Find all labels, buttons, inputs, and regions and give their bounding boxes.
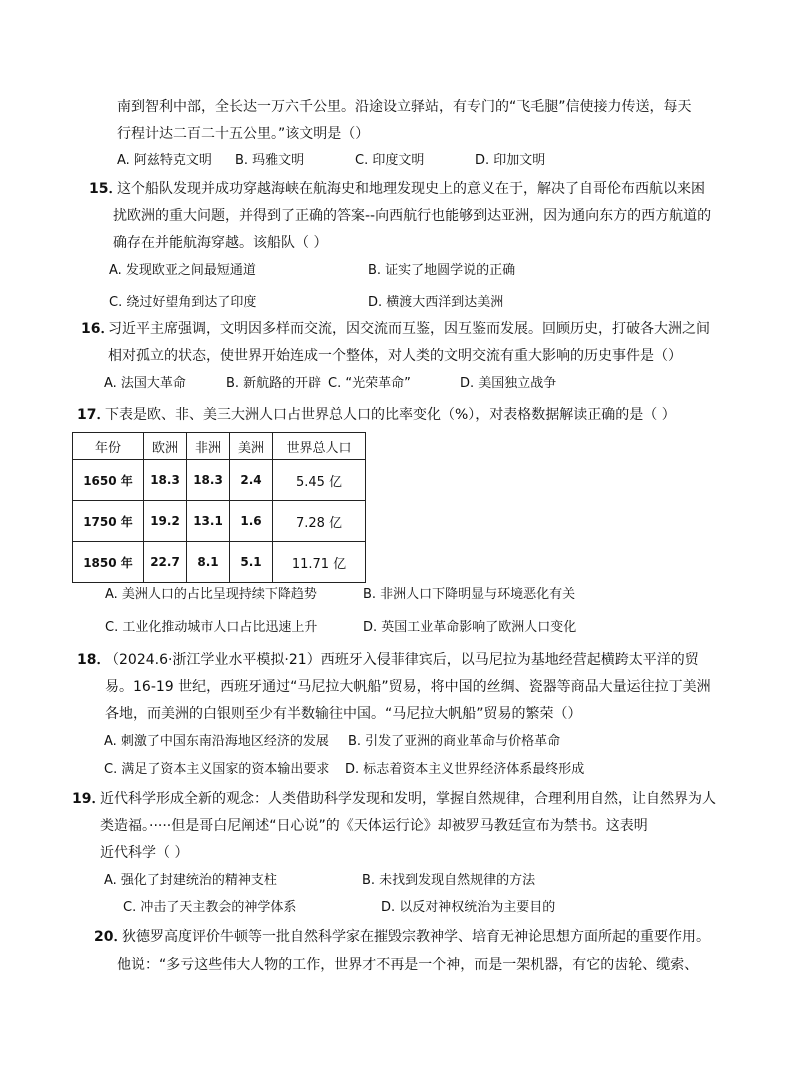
q16-option-d: D. 美国独立战争 (460, 376, 557, 391)
table-cell: 11.71 亿 (273, 542, 366, 583)
q15-line-2: 扰欧洲的重大问题，并得到了正确的答案--向西航行也能够到达亚洲，因为通向东方的西方航道的 (113, 208, 712, 224)
table-cell: 18.3 (187, 460, 230, 501)
q15-number: 15． (89, 181, 123, 197)
table-cell: 1.6 (230, 501, 273, 542)
q18-line-1: （2024.6·浙江学业水平模拟·21）西班牙入侵菲律宾后，以马尼拉为基地经营起横跨太平洋的贸 (105, 652, 699, 668)
q14-option-c: C. 印度文明 (355, 153, 425, 168)
q19-option-c: C. 冲击了天主教会的神学体系 (123, 900, 297, 915)
table-cell: 7.28 亿 (273, 501, 366, 542)
table-header: 美洲 (230, 433, 273, 460)
q18-line-2: 易。16-19 世纪，西班牙通过“马尼拉大帆船”贸易，将中国的丝绸、瓷器等商品大量运往拉丁美洲 (105, 679, 711, 695)
q17-option-c: C. 工业化推动城市人口占比迅速上升 (105, 620, 318, 635)
table-row (73, 542, 366, 583)
table-header: 非洲 (187, 433, 230, 460)
q15-option-d: D. 横渡大西洋到达美洲 (368, 295, 504, 310)
q18-option-c: C. 满足了资本主义国家的资本输出要求 (104, 762, 330, 777)
q17-option-b: B. 非洲人口下降明显与环境恶化有关 (363, 587, 576, 602)
table-header: 世界总人口 (273, 433, 366, 460)
table-cell: 5.1 (230, 542, 273, 583)
q19-option-d: D. 以反对神权统治为主要目的 (381, 900, 556, 915)
q16-option-c: C. “光荣革命” (328, 376, 411, 391)
q16-number: 16． (81, 321, 115, 337)
q19-option-b: B. 未找到发现自然规律的方法 (362, 873, 536, 888)
q19-line-1: 近代科学形成全新的观念：人类借助科学发现和发明，掌握自然规律，合理利用自然，让自然界为人 (100, 791, 716, 807)
q18-number: 18． (77, 652, 111, 668)
table-cell: 1850 年 (73, 542, 144, 583)
q19-option-a: A. 强化了封建统治的精神支柱 (104, 873, 277, 888)
q17-number: 17． (77, 407, 111, 423)
q20-line-1: 狄德罗高度评价牛顿等一批自然科学家在摧毁宗教神学、培育无神论思想方面所起的重要作用。 (122, 929, 710, 945)
q18-option-d: D. 标志着资本主义世界经济体系最终形成 (345, 762, 585, 777)
q15-option-b: B. 证实了地圆学说的正确 (368, 263, 516, 278)
table-cell: 8.1 (187, 542, 230, 583)
q15-line-3: 确存在并能航海穿越。该船队（ ） (113, 235, 328, 251)
q19-number: 19． (72, 791, 106, 807)
q18-option-a: A. 刺激了中国东南沿海地区经济的发展 (104, 734, 329, 749)
q14-line-1: 南到智利中部，全长达一万六千公里。沿途设立驿站，有专门的“飞毛腿”信使接力传送，每天 (117, 99, 692, 115)
q20-line-2: 他说：“多亏这些伟大人物的工作，世界才不再是一个神，而是一架机器，有它的齿轮、缆索、 (117, 957, 699, 973)
table-row (73, 460, 366, 501)
table-cell: 19.2 (144, 501, 187, 542)
q17-line-1: 下表是欧、非、美三大洲人口占世界总人口的比率变化（%），对表格数据解读正确的是（ ） (105, 407, 676, 423)
q16-option-b: B. 新航路的开辟 (226, 376, 322, 391)
q17-option-a: A. 美洲人口的占比呈现持续下降趋势 (105, 587, 317, 602)
table-cell: 13.1 (187, 501, 230, 542)
q16-option-a: A. 法国大革命 (104, 376, 186, 391)
q14-option-a: A. 阿兹特克文明 (117, 153, 212, 168)
q15-option-a: A. 发现欧亚之间最短通道 (109, 263, 256, 278)
q20-number: 20． (94, 929, 128, 945)
q18-option-b: B. 引发了亚洲的商业革命与价格革命 (348, 734, 561, 749)
q14-option-b: B. 玛雅文明 (235, 153, 305, 168)
table-cell: 1650 年 (73, 460, 144, 501)
q19-line-2: 类造福。·····但是哥白尼阐述“日心说”的《天体运行论》却被罗马教廷宣布为禁书。这表明 (100, 818, 648, 834)
population-table (72, 432, 366, 583)
table-header: 欧洲 (144, 433, 187, 460)
table-header-row (73, 433, 366, 460)
q14-line-2: 行程计达二百二十五公里。”该文明是（） (117, 126, 370, 142)
table-cell: 2.4 (230, 460, 273, 501)
q15-option-c: C. 绕过好望角到达了印度 (109, 295, 257, 310)
table-row (73, 501, 366, 542)
table-cell: 22.7 (144, 542, 187, 583)
q17-option-d: D. 英国工业革命影响了欧洲人口变化 (363, 620, 577, 635)
q16-line-2: 相对孤立的状态，使世界开始连成一个整体，对人类的文明交流有重大影响的历史事件是（） (108, 348, 682, 364)
q16-line-1: 习近平主席强调，文明因多样而交流，因交流而互鉴，因互鉴而发展。回顾历史，打破各大洲之间 (108, 321, 710, 337)
q19-line-3: 近代科学（ ） (100, 845, 189, 861)
table-cell: 1750 年 (73, 501, 144, 542)
table-cell: 5.45 亿 (273, 460, 366, 501)
q18-line-3: 各地，而美洲的白银则至少有半数输往中国。“马尼拉大帆船”贸易的繁荣（） (105, 706, 582, 722)
q14-option-d: D. 印加文明 (475, 153, 546, 168)
table-header: 年份 (73, 433, 144, 460)
q15-line-1: 这个船队发现并成功穿越海峡在航海史和地理发现史上的意义在于，解决了自哥伦布西航以来困 (117, 181, 705, 197)
table-cell: 18.3 (144, 460, 187, 501)
